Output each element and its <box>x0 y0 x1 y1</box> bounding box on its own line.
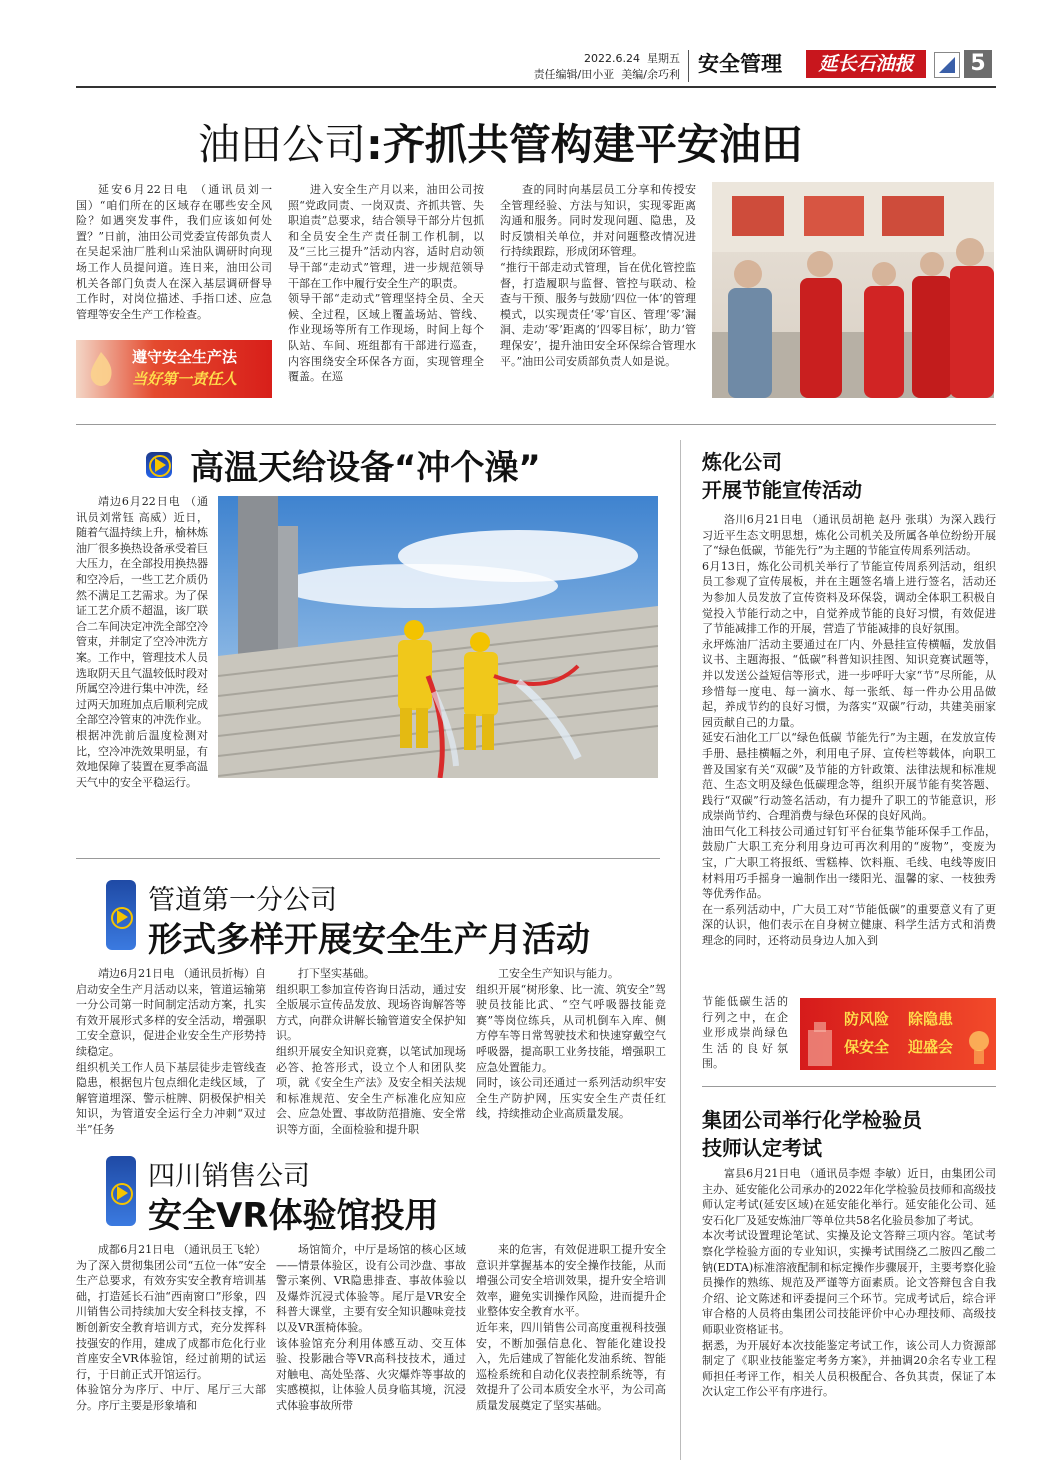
article1-col1: 延安6月22日电 （通讯员刘一国）“咱们所在的区域存在哪些安全风险？如遇突发事件，我们应该如何处置？”日前，油田公司党委宣传部负责人在吴起采油厂胜利山采油队调研时向现场工作人员提问道。连日来，油田公司机关各部门负责人在深入基层调研督导工作时，对岗位描述、手指口述、应急管理等安全生产工作检查。 <box>76 183 272 321</box>
responsible-editor: 责任编辑/田小亚 <box>533 68 615 81</box>
article2-body: 靖边6月22日电 （通讯员刘常钰 高威）近日，随着气温持续上升，榆林炼油厂很多换热设备承受着巨大压力，在全部投用换热器和空冷后，一些工艺介质仍然不满足工艺需求。为了保证工艺介质不超温，该厂联合二车间决定冲洗全部空冷管束，并制定了空冷冲洗方案。工作中，管理技术人员选取阴天且气温较低时段对所属空冷进行集中冲洗，经过两天加班加点后顺利完成全部空冷管束的冲洗作业。根据冲洗前后温度检测对比，空冷冲洗效果明显，有效地保障了装置在夏季高温天气中的安全平稳运行。 <box>76 495 208 789</box>
article1-title-main: 齐抓共管构建平安油田 <box>382 120 803 169</box>
banner-welcome-congress: 迎盛会 <box>908 1038 954 1056</box>
article1-bottom-rule <box>76 424 996 425</box>
banner-building-icon <box>804 1020 836 1066</box>
banner-prevent-risk: 防风险 <box>844 1010 890 1028</box>
article1-title <box>198 112 878 172</box>
article5-body-tail: 节能低碳生活的行列之中，在企业形成崇尚绿色生活的良好氛围。 <box>702 995 788 1071</box>
article5-body: 洛川6月21日电 （通讯员胡艳 赵丹 张琪）为深入践行习近平生态文明思想，炼化公司机关及所属各单位纷纷开展了“绿色低碳，节能先行”为主题的节能宣传周系列活动。 6月13日，炼化公司机关举行了节能宣传周系列活动，组织员工参观了宣传展板，并在主题签名墙上进行签名，活动还为参加人员发放了宣传资料及环保袋，调动全体职工积极自觉投入节能行动之中，自觉养成节能的良好习惯，有效促进了节能减排工作的开展，营造了节能减排的良好氛围。 永坪炼油厂活动主要通过在厂内、外悬挂宣传横幅，发放倡议书、主题海报、“低碳”科普知识挂图、知识竞赛试题等，并以发送公益短信等形式，进一步呼吁大家“节”尽所能，从珍惜每一度电、每一滴水、每一张纸、每一件办公用品做起，养成节约的良好习惯，为落实“双碳”行动，共建美丽家园贡献自己的力量。 延安石油化工厂以“绿色低碳 节能先行”为主题，在发放宣传手册、悬挂横幅之外，利用电子屏、宣传栏等载体，向职工普及国家有关“双碳”及节能的方针政策、法律法规和标准规范、生态文明及绿色低碳理念等，组织开展节能有奖答题、践行“双碳”行动签名活动，有力提升了职工的节能意识，形成崇尚节约、合理消费与绿色环保的良好风尚。 油田气化工科技公司通过钉钉平台征集节能环保手工作品，鼓励广大职工充分利用身边可再次利用的“废物”，变废为宝，广大职工将报纸、雪糕棒、饮料瓶、毛线、电线等废旧材料用巧手摇身一遍制作出一缕阳光、温馨的家、一枝独秀等优秀作品。 在一系列活动中，广大员工对“节能低碳”的重要意义有了更深的认识，他们表示在自身树立健康、科学生活方式和消费理念的同时，还将动员身边人加入到 <box>702 513 996 948</box>
header-date-line <box>548 50 680 66</box>
header-rule <box>76 86 996 88</box>
designer: 美编/余巧利 <box>621 68 680 81</box>
article4-title: 安全VR体验馆投用 <box>148 1196 439 1236</box>
article1-title-sep: : <box>366 120 383 169</box>
section-name: 安全管理 <box>698 52 782 76</box>
banner-text-top: 遵守安全生产法 <box>132 348 238 366</box>
article3-title: 形式多样开展安全生产月活动 <box>148 920 590 960</box>
article1-photo <box>712 182 994 398</box>
article4-play-icon <box>108 1180 134 1206</box>
article4-col3: 来的危害，有效促进职工提升安全意识并掌握基本的安全操作技能，从而增强公司安全培训效果，提升安全培训效率，避免实训操作风险，进而提升企业整体安全教育水平。 近年来，四川销售公司高度重视科技强安，不断加强信息化、智能化建设投入，先后建成了智能化发油系统、智能巡检系统和自动化仪表控制系统等，有效提升了公司本质安全水平，为公司高质量发展奠定了坚实基础。 <box>476 1243 666 1412</box>
article1-banner <box>76 340 272 398</box>
banner-eliminate-hazards: 除隐患 <box>908 1010 954 1028</box>
banner-ensure-safety: 保安全 <box>844 1038 890 1056</box>
right-column-divider <box>680 440 681 1460</box>
article3-subtitle: 管道第一分公司 <box>148 885 337 916</box>
article6-body: 富县6月21日电 （通讯员李煜 李敏）近日，由集团公司主办、延安能化公司承办的2022年化学检验员技师和高级技师认定考试(延安区域)在延安能化举行。延安能化公司、延安石化厂及延安炼油厂等单位共58名化验员参加了考试。 本次考试设置理论笔试、实操及论文答辩三项内容。笔试考察化学检验方面的专业知识，实操考试围绕乙二胺四乙酸二钠(EDTA)标准溶液配制和标定操作步骤展开，主要考察化验员操作的熟练、规范及严谨等方面素质。论文答辩包含自我介绍、论文陈述和评委提问三个环节。完成考试后，综合评审合格的人员将由集团公司技能评价中心办理技师、高级技师职业资格证书。 据悉，为开展好本次技能鉴定考试工作，该公司人力资源部制定了《职业技能鉴定考务方案》，并抽调20余名专业工程师担任考评工作，相关人员积极配合、各负其责，保证了本次认定工作公平有序进行。 <box>702 1167 996 1399</box>
article4-subtitle: 四川销售公司 <box>148 1161 310 1192</box>
issue-weekday: 星期五 <box>647 52 680 65</box>
banner-flame-icon <box>86 350 116 388</box>
issue-date: 2022.6.24 <box>584 52 640 65</box>
paper-name-logo: 延长石油报 <box>806 50 926 78</box>
article2-bottom-rule <box>76 858 660 859</box>
article5-title-line2: 开展节能宣传活动 <box>702 478 862 502</box>
article2-photo <box>218 496 658 778</box>
article1-title-unit: 油田公司 <box>198 120 367 169</box>
article4-col2: 场馆简介，中厅是场馆的核心区域——情景体验区，设有公司沙盘、事故警示案例、VR隐患排查、事故体验以及爆炸沉浸式体验等。尾厅是VR安全科普大课堂，主要有安全知识趣味竞技以及VR蛋椅体验。 该体验馆充分利用体感互动、交互体验、投影融合等VR高科技技术，通过对触电、高处坠落、火灾爆炸等事故的实感模拟，让体验人员身临其境，沉浸式体验事故所带 <box>276 1243 466 1412</box>
banner-emblem-icon <box>966 1028 992 1064</box>
article2-play-icon <box>146 452 172 478</box>
header-divider <box>688 50 689 82</box>
article1-col3: 查的同时向基层员工分享和传授安全管理经验、方法与知识，实现零距离沟通和服务。同时发现问题、隐患，及时反馈相关单位，并对问题整改情况进行持续跟踪，形成闭环管理。 “推行干部走动式管理，旨在优化管控监督，打造履职与监督、管控与联动、检查与干预、服务与鼓励‘四位一体’的管理模式，以实现责任‘零’盲区、管理‘零’漏洞、走动‘零’距离的‘四零目标’，助力‘管理保安’，提升油田安全环保综合管理水平。”油田公司安质部负责人如是说。 <box>500 183 696 368</box>
banner-text-bottom: 当好第一责任人 <box>132 370 238 388</box>
header-editors-line <box>520 66 680 82</box>
page-corner-icon <box>934 52 960 78</box>
article3-play-icon <box>108 904 134 930</box>
article5-title-line1: 炼化公司 <box>702 450 782 474</box>
article3-col1: 靖边6月21日电 （通讯员折梅）自启动安全生产月活动以来，管道运输第一分公司第一时间制定活动方案，扎实有效开展形式多样的安全活动，增强职工安全意识，促进企业安全生产形势持续稳定。 组织机关工作人员下基层徒步走管线查隐患，根据包片包点细化走线区域，了解管道埋深、警示桩牌、阴极保护相关知识，为管道安全运行全力冲刺“双过半”任务 <box>76 967 266 1136</box>
article5-banner <box>800 998 996 1070</box>
article6-title-line2: 技师认定考试 <box>702 1136 822 1160</box>
article2-title: 高温天给设备“冲个澡” <box>190 448 541 488</box>
article1-col2: 进入安全生产月以来，油田公司按照“党政同责、一岗双责、齐抓共管、失职追责”总要求，结合领导干部分片包抓和全员安全生产责任制工作机制，以及“三比三提升”活动内容，适时启动领导干部“走动式”管理，进一步规范领导干部在工作中履行安全生产的职责。 领导干部“走动式”管理坚持全员、全天候、全过程，区域上覆盖场站、管线、作业现场等所有工作现场，时间上每个队站、车间、班组都有干部进行巡查，内容围绕安全环保各方面，实现管理全覆盖。在巡 <box>288 183 484 384</box>
article3-col2: 打下坚实基础。 组织职工参加宣传咨询日活动，通过安全版展示宣传品发放、现场咨询解答等方式，向群众讲解长输管道安全保护知识。 组织开展安全知识竞赛，以笔试加现场必答、抢答形式，设立个人和团队奖项，就《安全生产法》及安全相关法规和标准规范、安全生产标准化应知应会、应急处置、事故防范措施、安全常识等方面，全面检验和提升职 <box>276 967 466 1136</box>
article4-col1: 成都6月21日电 （通讯员王飞轮）为了深入贯彻集团公司“五位一体”安全生产总要求，有效夯实安全教育培训基础，打造延长石油“西南窗口”形象，四川销售公司持续加大安全科技支撑，不断创新安全教育培训方式，充分发挥科技强安的作用，建成了成都市危化行业首座安全VR体验馆，经过前期的试运行，于日前正式开馆运行。 体验馆分为序厅、中厅、尾厅三大部分。序厅主要是形象墙和 <box>76 1243 266 1412</box>
article3-col3: 工安全生产知识与能力。 组织开展“树形象、比一流、筑安全”驾驶员技能比武、“空气呼吸器技能竞赛”等岗位练兵，从司机倒车入库、侧方停车等日常驾驶技术和快速穿戴空气呼吸器，提高职工业务技能，增强职工应急处置能力。 同时，该公司还通过一系列活动织牢安全生产防护网，压实安全生产责任红线，持续推动企业高质量发展。 <box>476 967 666 1121</box>
article6-title-line1: 集团公司举行化学检验员 <box>702 1108 922 1132</box>
article5-bottom-rule <box>702 1086 996 1087</box>
page-number: 5 <box>964 50 992 78</box>
